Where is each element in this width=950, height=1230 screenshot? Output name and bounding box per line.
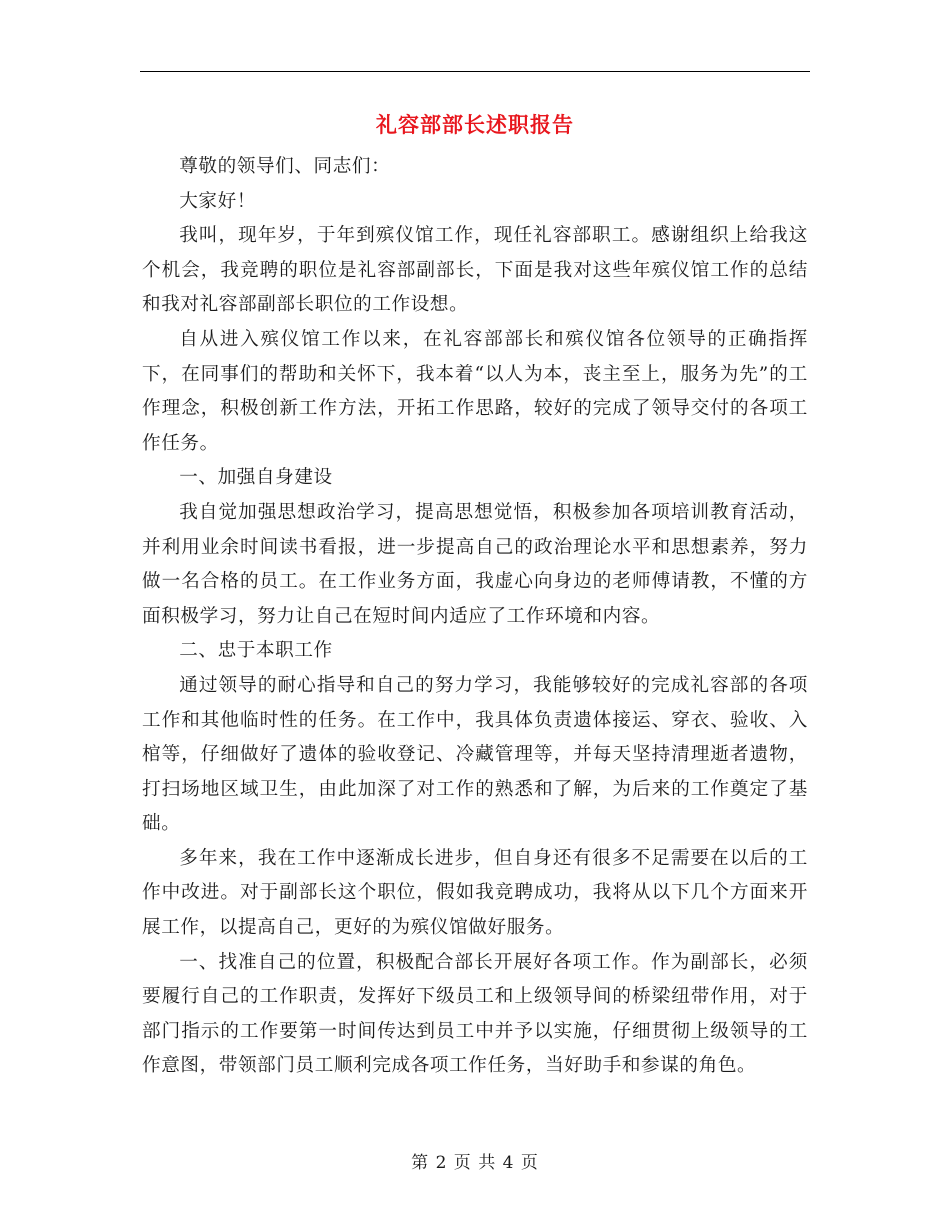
page-number: 第 2 页 共 4 页 [411,1153,539,1173]
header-rule [140,71,810,72]
paragraph: 通过领导的耐心指导和自己的努力学习，我能够较好的完成礼容部的各项工作和其他临时性的任务。在工作中，我具体负责遗体接运、穿衣、验收、入棺等，仔细做好了遗体的验收登记、冷藏管理等，并每天坚持清理逝者遗物，打扫场地区域卫生，由此加深了对工作的熟悉和了解，为后来的工作奠定了基础。 [142,674,808,835]
paragraph: 我叫，现年岁，于年到殡仪馆工作，现任礼容部职工。感谢组织上给我这个机会，我竞聘的职位是礼容部副部长，下面是我对这些年殡仪馆工作的总结和我对礼容部副部长职位的工作设想。 [142,225,808,316]
section-heading: 二、忠于本职工作 [179,640,333,662]
paragraph: 多年来，我在工作中逐渐成长进步，但自身还有很多不足需要在以后的工作中改进。对于副部长这个职位，假如我竞聘成功，我将从以下几个方面来开展工作，以提高自己，更好的为殡仪馆做好服务。 [142,847,808,939]
paragraph: 自从进入殡仪馆工作以来，在礼容部部长和殡仪馆各位领导的正确指挥下，在同事们的帮助和关怀下，我本着“以人为本，丧主至上，服务为先”的工作理念，积极创新工作方法，开拓工作思路，较好的完成了领导交付的各项工作任务。 [142,328,808,454]
paragraph: 我自觉加强思想政治学习，提高思想觉悟，积极参加各项培训教育活动，并利用业余时间读书看报，进一步提高自己的政治理论水平和思想素养，努力做一名合格的员工。在工作业务方面，我虚心向身边的老师傅请教，不懂的方面积极学习，努力让自己在短时间内适应了工作环境和内容。 [142,501,808,627]
document-body [142,150,808,1084]
paragraph: 一、找准自己的位置，积极配合部长开展好各项工作。作为副部长，必须要履行自己的工作职责，发挥好下级员工和上级领导间的桥梁纽带作用，对于部门指示的工作要第一时间传达到员工中并予以实施，仔细贯彻上级领导的工作意图，带领部门员工顺利完成各项工作任务，当好助手和参谋的角色。 [142,951,808,1077]
salutation: 大家好！ [179,190,256,212]
document-title: 礼容部部长述职报告 [376,112,574,137]
greeting: 尊敬的领导们、同志们： [179,156,391,177]
section-heading: 一、加强自身建设 [179,467,333,489]
